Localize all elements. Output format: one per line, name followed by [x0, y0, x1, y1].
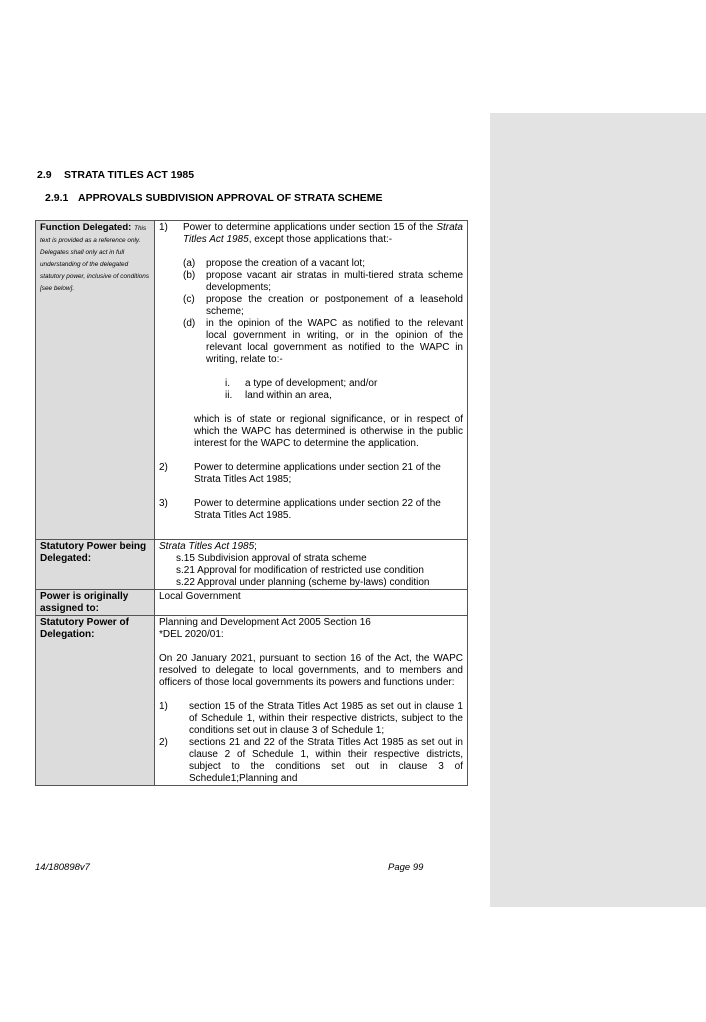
- pod-line-1: Planning and Development Act 2005 Section 16: [159, 617, 371, 628]
- fd-sub-d-marker: (d): [183, 318, 196, 329]
- section-heading: [37, 169, 194, 181]
- fd-item-1-text-b: , except those applications that:-: [248, 234, 393, 245]
- function-delegated-content: [155, 221, 468, 540]
- fd-sub-b-text: propose vacant air stratas in multi-tiered strata scheme developments;: [206, 270, 463, 293]
- fd-sub-a: [159, 258, 463, 270]
- fd-item-2: [159, 462, 463, 486]
- fd-item-3-text: Power to determine applications under section 22 of the Strata Titles Act 1985.: [194, 498, 441, 521]
- statutory-power-content: [155, 540, 468, 590]
- fd-item-1-text-a: Power to determine applications under section 15 of the: [183, 222, 437, 233]
- fd-item-1-marker: 1): [159, 222, 168, 233]
- pod-item-1-marker: 1): [159, 701, 168, 712]
- delegation-table: [35, 220, 468, 786]
- subsection-number: 2.9.1: [45, 192, 69, 204]
- fd-item-3: [159, 498, 463, 522]
- fd-item-1: [159, 222, 463, 246]
- fd-item-2-text: Power to determine applications under section 21 of the Strata Titles Act 1985;: [194, 462, 441, 485]
- originally-assigned-label: Power is originally assigned to:: [36, 590, 155, 616]
- originally-assigned-value: Local Government: [155, 590, 468, 616]
- label-function-delegated: [36, 221, 155, 540]
- row-power-of-delegation: [36, 616, 468, 786]
- section-number: 2.9: [37, 169, 52, 181]
- function-delegated-label: Function Delegated:: [40, 222, 132, 233]
- statutory-power-act-suffix: ;: [254, 541, 257, 552]
- pod-item-2-text: sections 21 and 22 of the Strata Titles Act 1985 as set out in clause 2 of Schedule 1, within their respective districts, subject to the conditions set out in clause 3 of Schedule1;Planning and: [189, 737, 463, 784]
- pod-paragraph: On 20 January 2021, pursuant to section 16 of the Act, the WAPC resolved to delegate to local governments, and to members and officers of those local governments its powers and functions under:: [159, 653, 463, 688]
- subsection-heading: [45, 192, 383, 204]
- footer-page-number: Page 99: [388, 862, 424, 873]
- section-title: STRATA TITLES ACT 1985: [64, 169, 195, 181]
- subsection-title: APPROVALS SUBDIVISION APPROVAL OF STRATA SCHEME: [78, 192, 383, 204]
- pod-item-2: [159, 737, 463, 785]
- power-of-delegation-content: [155, 616, 468, 786]
- footer-doc-ref: 14/180898v7: [35, 862, 90, 873]
- fd-sub-c: [159, 294, 463, 318]
- fd-item-1-act: Strata Titles Act 1985: [183, 222, 463, 245]
- pod-item-2-marker: 2): [159, 737, 168, 748]
- fd-tail: which is of state or regional significance, or in respect of which the WAPC has determined is otherwise in the public interest for the WAPC to determine the application.: [194, 414, 463, 449]
- fd-sub-c-text: propose the creation or postponement of a leasehold scheme;: [206, 294, 463, 317]
- fd-roman-ii-marker: ii.: [225, 390, 233, 401]
- fd-roman-i-text: a type of development; and/or: [245, 378, 378, 389]
- pod-item-1: [159, 701, 463, 737]
- row-originally-assigned: [36, 590, 468, 616]
- pod-line-2: *DEL 2020/01:: [159, 629, 224, 640]
- pod-item-1-text: section 15 of the Strata Titles Act 1985 as set out in clause 1 of Schedule 1, within their respective districts, subject to the conditions set out in clause 3 of Schedule 1;: [189, 701, 463, 736]
- fd-roman-ii: [159, 390, 463, 402]
- fd-item-2-marker: 2): [159, 462, 168, 473]
- comment-pane: [490, 113, 706, 907]
- fd-sub-b: [159, 270, 463, 294]
- row-function-delegated: [36, 221, 468, 540]
- fd-sub-d: [159, 318, 463, 366]
- fd-sub-c-marker: (c): [183, 294, 195, 305]
- fd-sub-d-text: in the opinion of the WAPC as notified to the relevant local government in writing, or in the opinion of the relevant local government as notified to the WAPC in writing, relate to:-: [206, 318, 463, 365]
- statutory-section-15: s.15 Subdivision approval of strata scheme: [176, 553, 367, 564]
- power-of-delegation-label: Statutory Power of Delegation:: [36, 616, 155, 786]
- fd-sub-b-marker: (b): [183, 270, 196, 281]
- fd-sub-a-text: propose the creation of a vacant lot;: [206, 258, 365, 269]
- statutory-section-22: s.22 Approval under planning (scheme by-laws) condition: [176, 577, 430, 588]
- statutory-power-label: Statutory Power being Delegated:: [36, 540, 155, 590]
- fd-item-3-marker: 3): [159, 498, 168, 509]
- statutory-power-act: Strata Titles Act 1985: [159, 541, 255, 552]
- fd-sub-a-marker: (a): [183, 258, 196, 269]
- statutory-section-21: s.21 Approval for modification of restricted use condition: [176, 565, 424, 576]
- fd-roman-i: [159, 378, 463, 390]
- fd-roman-ii-text: land within an area,: [245, 390, 332, 401]
- function-delegated-note: This text is provided as a reference only. Delegates shall only act in full understanding of the delegated statutory power, inclusive of conditions [see below].: [40, 225, 150, 292]
- fd-roman-i-marker: i.: [225, 378, 230, 389]
- row-statutory-power: [36, 540, 468, 590]
